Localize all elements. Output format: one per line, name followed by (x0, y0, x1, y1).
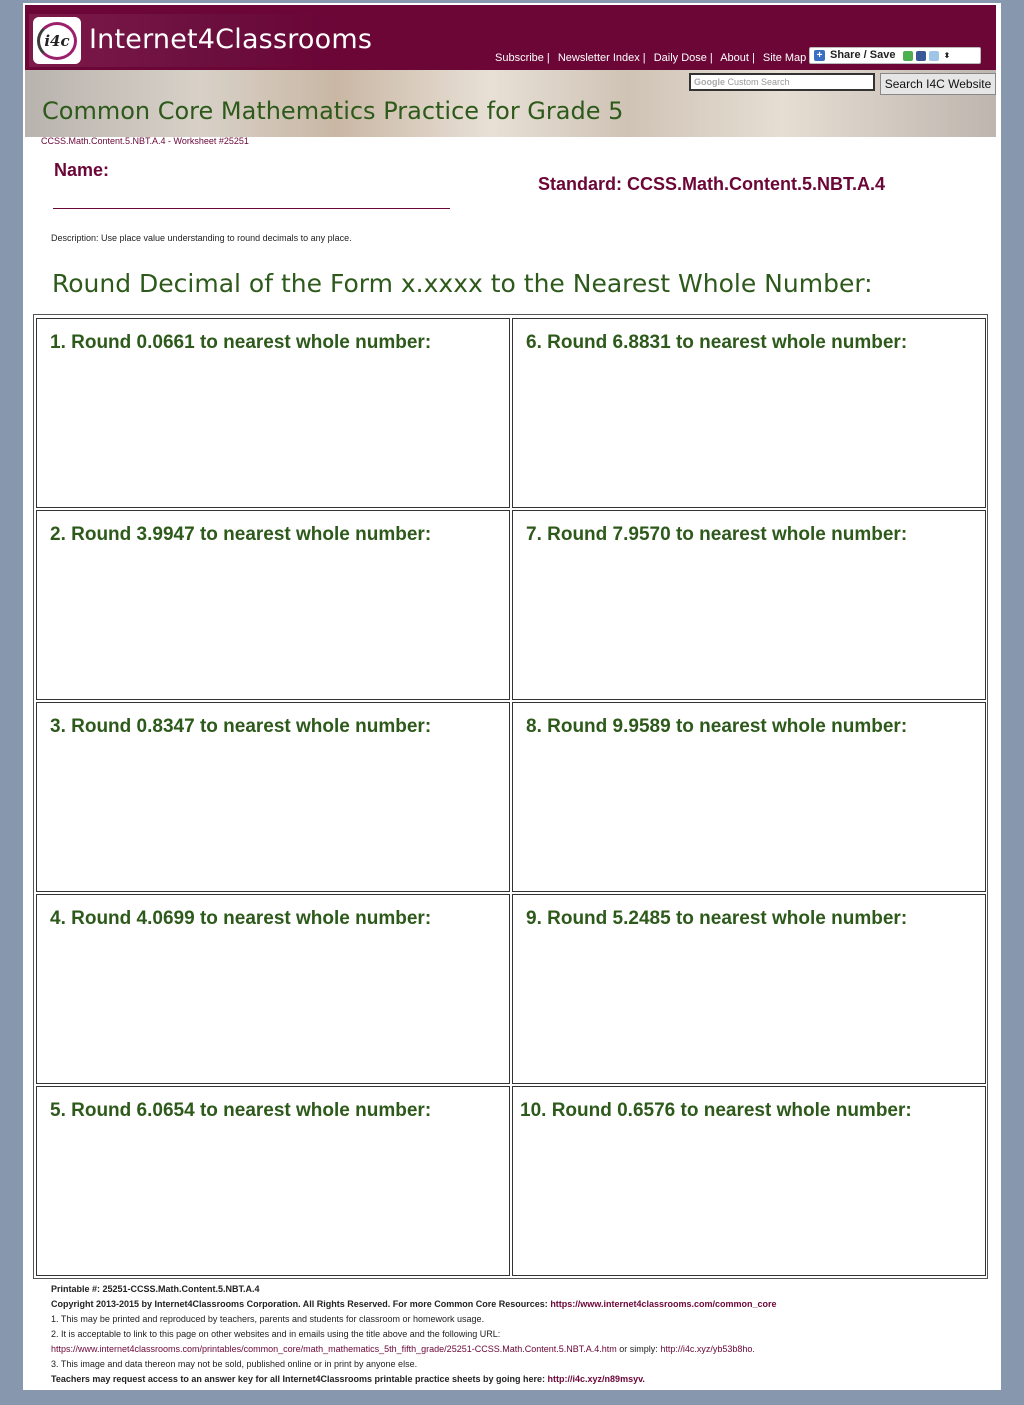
question-text: 6. Round 6.8831 to nearest whole number: (526, 332, 908, 353)
share-save-button[interactable] (809, 47, 981, 64)
question-text: 4. Round 4.0699 to nearest whole number: (50, 908, 432, 929)
description: Description: Use place value understanding to round decimals to any place. (51, 233, 352, 243)
copyright: Copyright 2013-2015 by Internet4Classrooms Corporation. All Rights Reserved. For more Common Core Resources: https://www.internet4classrooms.com/common_core (51, 1299, 777, 1309)
question-cell-1 (36, 318, 510, 508)
share-green-icon (903, 51, 913, 61)
common-core-link[interactable]: https://www.internet4classrooms.com/common_core (550, 1299, 777, 1309)
note-3: 3. This image and data thereon may not be sold, published online or in print by anyone else. (51, 1359, 418, 1369)
search-button[interactable]: Search I4C Website (880, 73, 996, 95)
question-cell-5 (36, 1086, 510, 1276)
note-2: 2. It is acceptable to link to this page on other websites and in emails using the title above and the following URL: (51, 1329, 501, 1339)
chevron-updown-icon: ⬍ (943, 51, 951, 60)
share-label: Share / Save (830, 49, 896, 61)
nav-site-map[interactable]: Site Map (762, 52, 807, 64)
question-cell-8 (512, 702, 986, 892)
question-text: 2. Round 3.9947 to nearest whole number: (50, 524, 432, 545)
question-cell-2 (36, 510, 510, 700)
answer-key-link[interactable]: http://i4c.xyz/n89msyv. (547, 1374, 645, 1384)
question-cell-7 (512, 510, 986, 700)
nav-daily-dose[interactable]: Daily Dose (653, 52, 707, 64)
footer (51, 1282, 981, 1387)
question-cell-4 (36, 894, 510, 1084)
standard-label: Standard: CCSS.Math.Content.5.NBT.A.4 (538, 174, 886, 194)
short-url-link[interactable]: http://i4c.xyz/yb53b8ho. (660, 1344, 755, 1354)
nav-subscribe[interactable]: Subscribe (495, 52, 544, 64)
name-line (53, 208, 450, 209)
logo-badge (33, 17, 81, 64)
site-logo[interactable] (29, 14, 373, 67)
page-title: Common Core Mathematics Practice for Grade 5 (42, 97, 624, 125)
top-bar (25, 5, 996, 70)
question-text: 7. Round 7.9570 to nearest whole number: (526, 524, 908, 545)
long-url-link[interactable]: https://www.internet4classrooms.com/printables/common_core/math_mathematics_5th_fifth_grade/25251-CCSS.Math.Content.5.NBT.A.4.htm (51, 1344, 617, 1354)
question-text: 9. Round 5.2485 to nearest whole number: (526, 908, 908, 929)
plus-icon: + (814, 50, 825, 61)
question-text: 1. Round 0.0661 to nearest whole number: (50, 332, 432, 353)
question-cell-6 (512, 318, 986, 508)
question-text: 3. Round 0.8347 to nearest whole number: (50, 716, 432, 737)
question-cell-9 (512, 894, 986, 1084)
logo-text: Internet4Classrooms (89, 24, 373, 55)
google-brand: Google (694, 77, 725, 87)
page (23, 3, 1001, 1390)
nav-about[interactable]: About (720, 52, 749, 64)
question-cell-3 (36, 702, 510, 892)
i4c-logo-icon: i4c (37, 22, 77, 60)
note-1: 1. This may be printed and reproduced by teachers, parents and students for classroom or homework usage. (51, 1314, 485, 1324)
top-nav: Subscribe | Newsletter Index | Daily Dose | About | Site Map (495, 52, 807, 64)
section-title: Round Decimal of the Form x.xxxx to the Nearest Whole Number: (52, 269, 873, 298)
name-label: Name: (54, 160, 110, 180)
facebook-icon (916, 51, 926, 61)
printable-number: Printable #: 25251-CCSS.Math.Content.5.NBT.A.4 (51, 1284, 260, 1294)
question-grid (33, 314, 988, 1279)
nav-newsletter-index[interactable]: Newsletter Index (557, 52, 640, 64)
breadcrumb: CCSS.Math.Content.5.NBT.A.4 - Worksheet #25251 (41, 136, 249, 146)
question-text: 5. Round 6.0654 to nearest whole number: (50, 1100, 432, 1121)
url-line: https://www.internet4classrooms.com/printables/common_core/math_mathematics_5th_fifth_grade/25251-CCSS.Math.Content.5.NBT.A.4.htm or simply: http://i4c.xyz/yb53b8ho. (51, 1344, 755, 1354)
question-cell-10 (512, 1086, 986, 1276)
question-text: 10. Round 0.6576 to nearest whole number: (520, 1100, 912, 1121)
question-text: 8. Round 9.9589 to nearest whole number: (526, 716, 908, 737)
answer-key-note: Teachers may request access to an answer key for all Internet4Classrooms printable practice sheets by going here: http://i4c.xyz/n89msyv. (51, 1374, 645, 1384)
twitter-icon (929, 51, 939, 61)
search-placeholder: Custom Search (727, 77, 790, 87)
search-input[interactable] (689, 73, 875, 91)
